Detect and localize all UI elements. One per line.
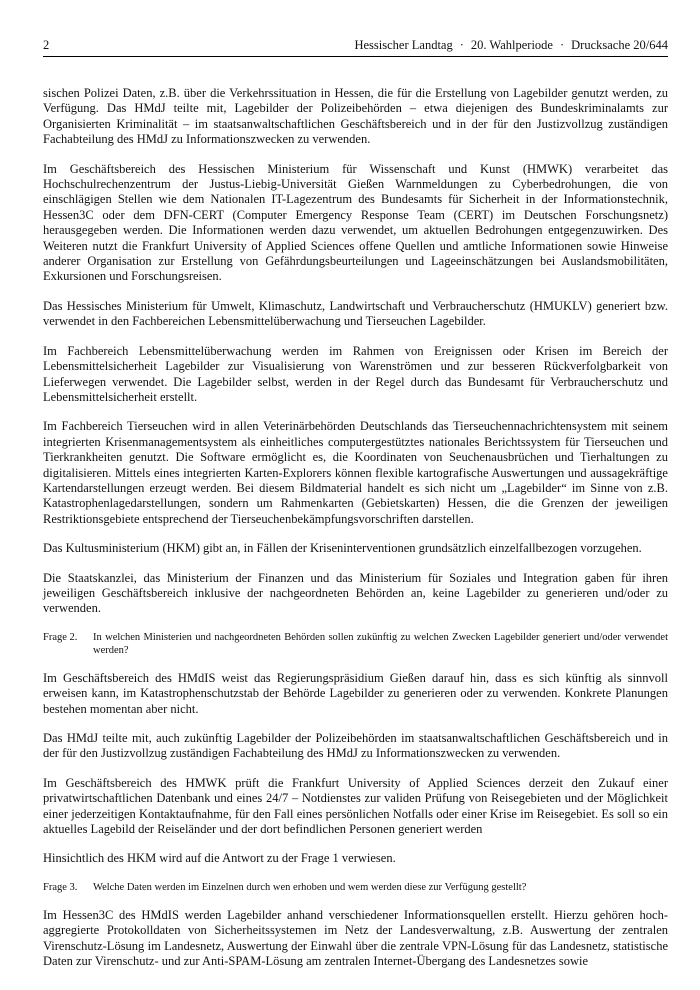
page-number: 2 <box>43 38 50 52</box>
question-2 <box>43 631 668 657</box>
paragraph: Im Fachbereich Lebensmittelüberwachung werden im Rahmen von Ereignissen oder Krisen im Bereich der Lebensmittelsicherheit Lagebilder zur Visualisierung von Warenströmen und zur besseren Rückverfolgbarkeit von Lieferwegen verwendet. Die Lagebilder selbst, werden in der Regel durch das Bundesamt für Verbraucherschutz und Lebensmittelsicherheit erstellt. <box>43 343 668 404</box>
paragraph: Das Hessisches Ministerium für Umwelt, Klimaschutz, Landwirtschaft und Verbraucherschutz (HMUKLV) generiert bzw. verwendet in den Fachbereichen Lebensmittelüberwachung und Tierseuchen Lagebilder. <box>43 298 668 329</box>
paragraph: Im Geschäftsbereich des Hessischen Ministerium für Wissenschaft und Kunst (HMWK) verarbeitet das Hochschulrechenzentrum der Justus-Liebig-Universität Gießen Warnmeldungen zu Cyberbedrohungen, die von einschlägigen Stellen wie dem Nationalen IT-Lagezentrum des Bundesamts für Sicherheit in der Informationstechnik, Hessen3C oder dem DFN-CERT (Computer Emergency Response Team (CERT) im Deutschen Forschungsnetz) herausgegeben werden. Die Informationen werden dazu verwendet, um aktuellen Bedrohungen entgegenzuwirken. Des Weiteren nutzt die Frankfurt University of Applied Sciences offene Quellen und amtliche Informationen sowie Hinweise anderer Organisation zur Erstellung von Gefährdungsbeurteilungen und Lageeinschätzungen bei Auslandsmobilitäten, Exkursionen und Forschungsreisen. <box>43 161 668 284</box>
page-header <box>43 38 668 57</box>
question-3 <box>43 881 668 894</box>
header-info <box>354 38 668 53</box>
paragraph: Im Geschäftsbereich des HMWK prüft die Frankfurt University of Applied Sciences derzeit den Zukauf einer privatwirtschaftlichen Datenbank und eines 24/7 – Notdienstes zur validen Prüfung von Reisegebieten und der Möglichkeit einer jederzeitigen Kontaktaufnahme, für den Fall eines persönlichen Notfalls oder einer Krise im Reisegebiet. Es soll so ein aktuelles Lagebild der Reiseländer und der dort befindlichen Personen generiert werden <box>43 775 668 837</box>
paragraph: Die Staatskanzlei, das Ministerium der Finanzen und das Ministerium für Soziales und Integration gaben für ihren jeweiligen Geschäftsbereich inklusive der nachgeordneten Behörden an, keine Lagebilder zu generieren und/oder zu verwenden. <box>43 570 668 616</box>
question-label: Frage 3. <box>43 881 78 893</box>
document-number: Drucksache 20/644 <box>571 38 668 52</box>
paragraph: Das HMdJ teilte mit, auch zukünftig Lagebilder der Polizeibehörden im staatsanwaltschaftlichen Geschäftsbereich und in der für den Justizvollzug zuständigen Fachabteilung des HMdJ zu Informationszwecken zu verwenden. <box>43 731 668 761</box>
parliament-name: Hessischer Landtag <box>354 38 453 52</box>
paragraph: Das Kultusministerium (HKM) gibt an, in Fällen der Kriseninterventionen grundsätzlich einzelfallbezogen vorzugehen. <box>43 541 642 556</box>
legislative-period: 20. Wahlperiode <box>470 38 553 52</box>
paragraph: Im Hessen3C des HMdIS werden Lagebilder anhand verschiedener Informationsquellen erstellt. Hierzu gehören hoch-aggregierte Protokolldaten von Sicherheitssystemen im Netz der Landesverwaltung, z.B. Auswertung der zentralen Virenschutz-Lösung im Landesnetz, Auswertung der Einwahl über die zentrale VPN-Lösung für das Landesnetz, statistische Daten zur Virenschutz- und zur Anti-SPAM-Lösung am zentralen Internet-Übergang des Landesnetzes sowie <box>43 907 668 969</box>
document-body <box>43 86 668 969</box>
question-text: In welchen Ministerien und nachgeordneten Behörden sollen zukünftig zu welchen Zwecken Lagebilder generiert und/oder verwendet werden? <box>93 631 668 656</box>
paragraph: sischen Polizei Daten, z.B. über die Verkehrssituation in Hessen, die für die Erstellung von Lagebilder genutzt werden, zu Verfügung. Das HMdJ teilte mit, Lagebilder der Polizeibehörden – etwa diejenigen des Bundeskriminalamts zur Organisierten Kriminalität – im staatsanwaltschaftlichen Geschäftsbereich und in der für den Justizvollzug zuständigen Fachabteilung des HMdJ zu Informationszwecken zu verwenden. <box>43 86 668 147</box>
header-separator: · <box>559 38 565 52</box>
question-text: Welche Daten werden im Einzelnen durch wen erhoben und wem werden diese zur Verfügung gestellt? <box>93 881 527 893</box>
paragraph: Im Fachbereich Tierseuchen wird in allen Veterinärbehörden Deutschlands das Tierseuchennachrichtensystem mit seinem integrierten Krisenmanagementsystem als einheitliches computergestütztes nationales Berichtssystem für Tierseuchen und Tierkrankheiten genutzt. Die Software ermöglicht es, die Koordinaten von Seuchenausbrüchen und Tierhaltungen zu digitalisieren. Mittels eines integrierten Karten-Explorers können flexible kartografische Auswertungen und aussagekräftige Kartendarstellungen erzeugt werden. Bei diesem Bildmaterial handelt es sich nicht um „Lagebilder“ im Sinne von z.B. Katastrophenlagedarstellungen, sondern um Rahmenkarten (Gebietskarten) Hessen, die die Grenzen der jeweiligen Restriktionsgebiete entsprechend der Tierseuchenbekämpfungsvorschriften darstellen. <box>43 419 668 526</box>
question-label: Frage 2. <box>43 631 78 643</box>
header-separator: · <box>459 38 464 52</box>
document-page <box>43 38 668 983</box>
paragraph: Im Geschäftsbereich des HMdIS weist das Regierungspräsidium Gießen darauf hin, dass es sich künftig als sinnvoll erweisen kann, im Katastrophenschutzstab der Behörde Lagebilder zu generieren oder zu verwenden. Konkrete Planungen bestehen momentan aber nicht. <box>43 670 668 716</box>
paragraph: Hinsichtlich des HKM wird auf die Antwort zu der Frage 1 verwiesen. <box>43 851 396 866</box>
